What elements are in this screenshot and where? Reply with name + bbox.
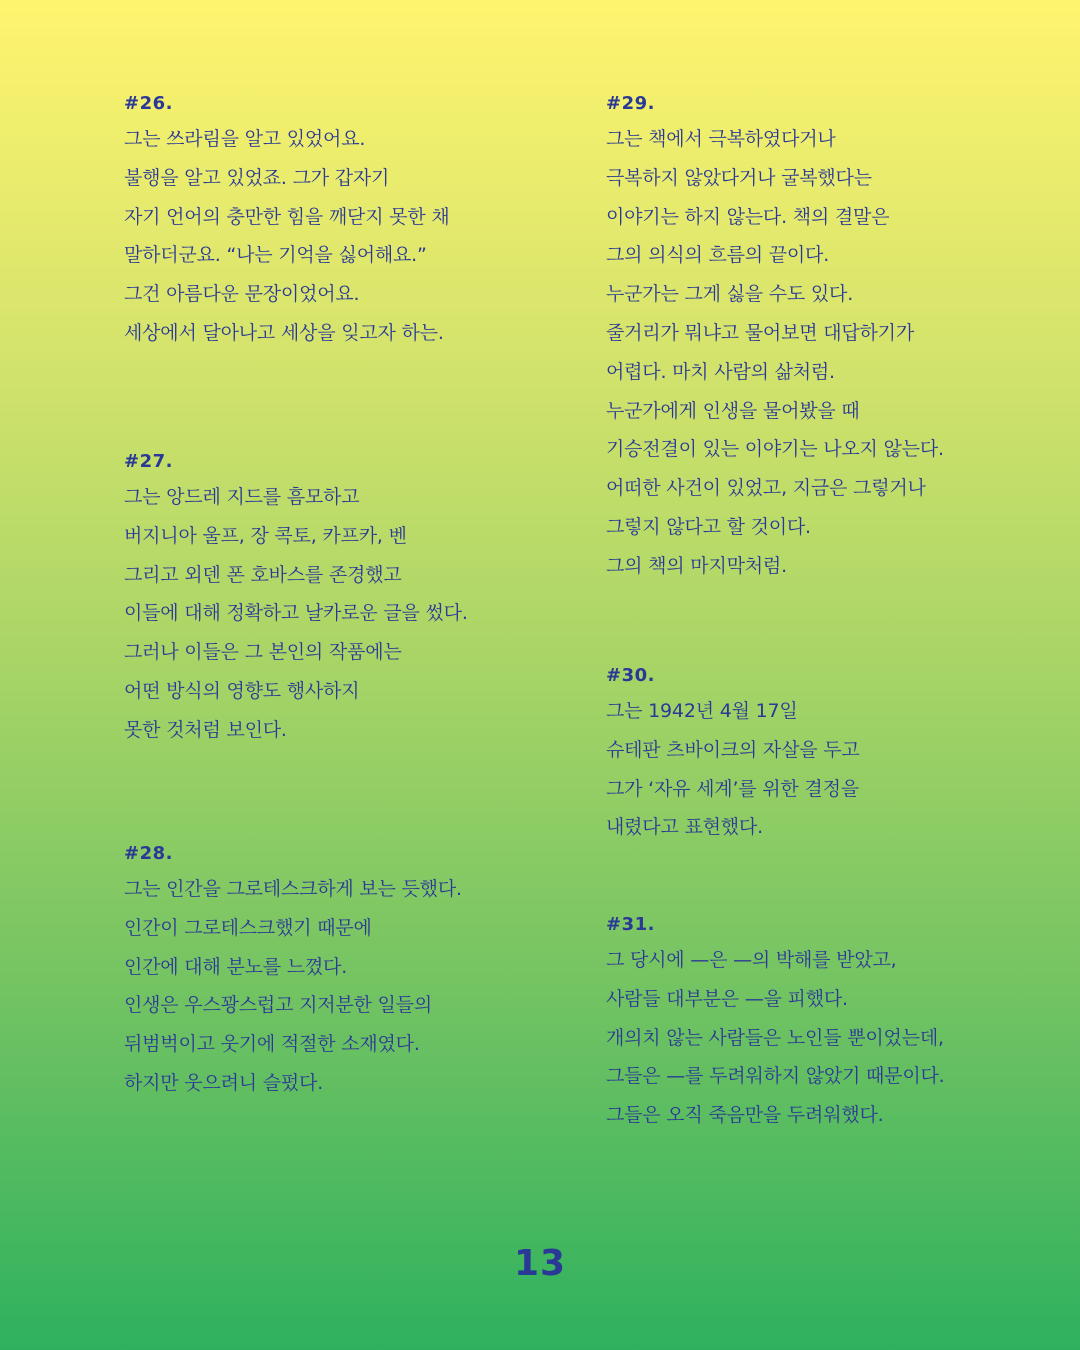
text-line: 사람들 대부분은 —을 피했다. bbox=[606, 987, 848, 1010]
text-line: 세상에서 달아나고 세상을 잊고자 하는. bbox=[124, 321, 444, 344]
text-line: 그의 의식의 흐름의 끝이다. bbox=[606, 244, 830, 267]
text-line: 뒤범벅이고 웃기에 적절한 소재였다. bbox=[124, 1033, 420, 1056]
text-line: 그리고 외덴 폰 호바스를 존경했고 bbox=[124, 563, 402, 586]
entry-text bbox=[606, 692, 1046, 847]
text-line: 그는 인간을 그로테스크하게 보는 듯했다. bbox=[124, 878, 462, 900]
entry-28 bbox=[124, 844, 564, 1103]
text-line: 버지니아 울프, 장 콕토, 카프카, 벤 bbox=[124, 524, 407, 547]
entry-29 bbox=[606, 94, 1046, 586]
entry-text bbox=[124, 120, 564, 353]
text-line: 그는 1942년 4월 17일 bbox=[606, 700, 798, 722]
entry-number: #29. bbox=[606, 93, 655, 114]
text-line: 개의치 않는 사람들은 노인들 뿐이었는데, bbox=[606, 1026, 944, 1049]
entry-number: #28. bbox=[124, 843, 173, 864]
text-line: 그의 책의 마지막처럼. bbox=[606, 554, 787, 577]
text-line: 이들에 대해 정확하고 날카로운 글을 썼다. bbox=[124, 602, 468, 625]
entry-27 bbox=[124, 452, 564, 750]
text-line: 이야기는 하지 않는다. 책의 결말은 bbox=[606, 205, 890, 228]
text-line: 누군가에게 인생을 물어봤을 때 bbox=[606, 399, 860, 422]
text-line: 불행을 알고 있었죠. 그가 갑자기 bbox=[124, 166, 390, 189]
text-line: 기승전결이 있는 이야기는 나오지 않는다. bbox=[606, 438, 944, 461]
text-line: 자기 언어의 충만한 힘을 깨닫지 못한 채 bbox=[124, 205, 450, 228]
text-line: 인간에 대해 분노를 느꼈다. bbox=[124, 955, 348, 978]
entry-number: #31. bbox=[606, 914, 655, 935]
entry-text bbox=[124, 870, 564, 1103]
text-line: 그는 쓰라림을 알고 있었어요. bbox=[124, 128, 366, 150]
text-line: 어렵다. 마치 사람의 삶처럼. bbox=[606, 360, 835, 383]
text-line: 그는 책에서 극복하였다거나 bbox=[606, 128, 836, 150]
text-line: 하지만 웃으려니 슬펐다. bbox=[124, 1071, 324, 1094]
entry-number: #26. bbox=[124, 93, 173, 114]
text-line: 그들은 오직 죽음만을 두려워했다. bbox=[606, 1104, 884, 1127]
text-line: 못한 것처럼 보인다. bbox=[124, 718, 287, 741]
text-line: 극복하지 않았다거나 굴복했다는 bbox=[606, 166, 872, 189]
text-line: 그들은 —를 두려워하지 않았기 때문이다. bbox=[606, 1065, 945, 1088]
entry-text bbox=[606, 120, 1046, 586]
page-number: 13 bbox=[513, 1243, 567, 1284]
text-line: 줄거리가 뭐냐고 물어보면 대답하기가 bbox=[606, 321, 914, 344]
entry-30 bbox=[606, 666, 1046, 847]
entry-number: #27. bbox=[124, 451, 173, 472]
text-line: 내렸다고 표현했다. bbox=[606, 816, 763, 839]
entry-text bbox=[124, 478, 564, 750]
entry-text bbox=[606, 941, 1046, 1135]
text-line: 어떠한 사건이 있었고, 지금은 그렇거나 bbox=[606, 477, 926, 500]
text-line: 어떤 방식의 영향도 행사하지 bbox=[124, 679, 360, 702]
entry-number: #30. bbox=[606, 665, 655, 686]
text-line: 슈테판 츠바이크의 자살을 두고 bbox=[606, 738, 860, 761]
text-line: 그는 앙드레 지드를 흠모하고 bbox=[124, 486, 360, 508]
text-line: 그 당시에 —은 —의 박해를 받았고, bbox=[606, 949, 897, 971]
text-line: 말하더군요. “나는 기억을 싫어해요.” bbox=[124, 244, 427, 267]
text-line: 누군가는 그게 싫을 수도 있다. bbox=[606, 283, 854, 306]
text-line: 인생은 우스꽝스럽고 지저분한 일들의 bbox=[124, 994, 432, 1017]
text-line: 그건 아름다운 문장이었어요. bbox=[124, 283, 360, 306]
text-line: 인간이 그로테스크했기 때문에 bbox=[124, 916, 372, 939]
text-line: 그가 ‘자유 세계’를 위한 결정을 bbox=[606, 777, 859, 800]
entry-31 bbox=[606, 915, 1046, 1135]
text-line: 그렇지 않다고 할 것이다. bbox=[606, 515, 811, 538]
text-line: 그러나 이들은 그 본인의 작품에는 bbox=[124, 641, 402, 664]
entry-26 bbox=[124, 94, 564, 353]
